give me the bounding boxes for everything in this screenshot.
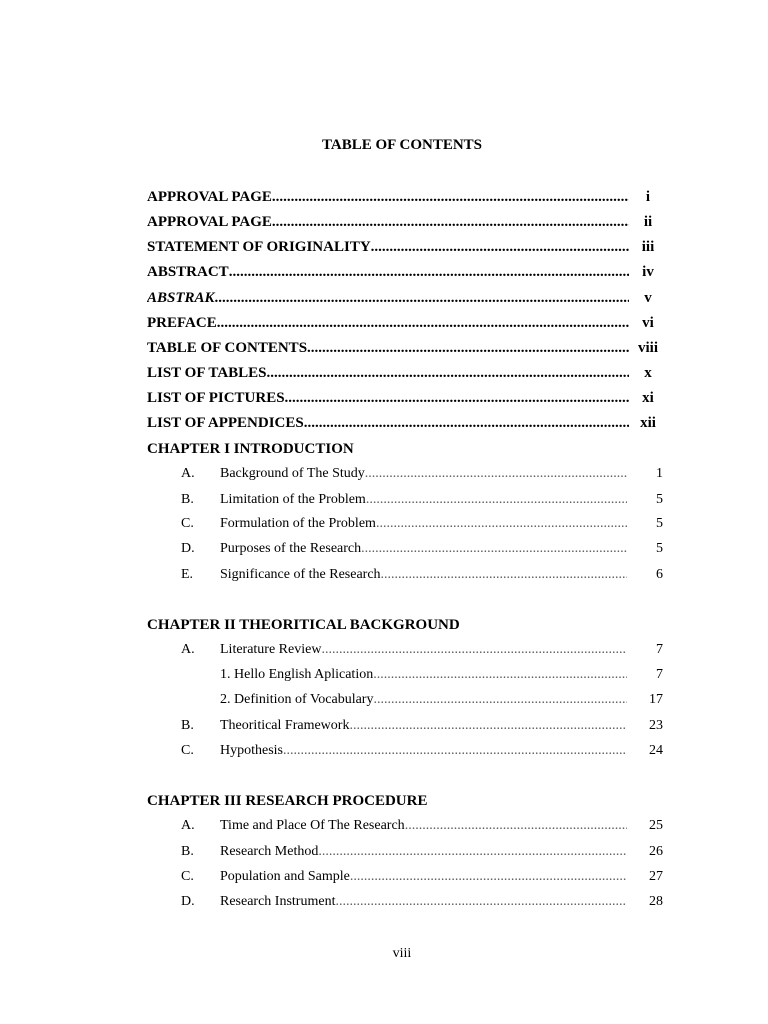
dot-leader	[365, 464, 627, 484]
toc-entry-label: LIST OF APPENDICES	[147, 415, 304, 431]
toc-entry-page: vi	[642, 315, 654, 331]
toc-subentry-page: 7	[656, 642, 663, 657]
page-number: viii	[392, 946, 412, 961]
dot-leader	[361, 539, 627, 559]
toc-entry-label: TABLE OF CONTENTS	[147, 340, 308, 356]
toc-entry-page: viii	[637, 340, 658, 356]
toc-entry-label: ABSTRAK	[147, 290, 215, 306]
dot-leader	[349, 716, 627, 736]
page-title: TABLE OF CONTENTS	[321, 137, 483, 153]
toc-subentry-label: Purposes of the Research	[220, 541, 362, 556]
toc-subentry-letter: C.	[181, 743, 194, 758]
toc-subentry-letter: B.	[181, 492, 194, 507]
toc-subentry	[181, 741, 663, 761]
dot-leader	[229, 262, 629, 282]
toc-subentry-letter: A.	[181, 466, 195, 481]
toc-entry-page: i	[645, 189, 651, 205]
dot-leader	[304, 413, 629, 433]
toc-subentry-page: 5	[656, 492, 663, 507]
toc-subentry-letter: D.	[181, 541, 195, 556]
chapter-title: CHAPTER I INTRODUCTION	[147, 441, 354, 457]
dot-leader	[318, 842, 627, 862]
dot-leader	[371, 237, 629, 257]
dot-leader	[307, 338, 629, 358]
toc-entry-label: APPROVAL PAGE	[147, 189, 272, 205]
chapter-heading-3	[147, 791, 659, 811]
toc-entry-page: ii	[643, 214, 653, 230]
toc-subentry-label: Limitation of the Problem	[220, 492, 366, 507]
toc-entry-page: iv	[642, 264, 654, 280]
toc-subentry	[181, 892, 663, 912]
toc-entry-approval-page-2	[147, 212, 659, 232]
toc-entry-preface	[147, 313, 659, 333]
toc-subentry-label: Time and Place Of The Research	[220, 818, 405, 833]
toc-subentry-nested	[220, 690, 663, 710]
toc-subentry-page: 25	[649, 818, 663, 833]
toc-subentry-label: Hypothesis	[220, 743, 283, 758]
toc-subentry-page: 23	[649, 718, 663, 733]
toc-entry-statement-of-originality	[147, 237, 659, 257]
dot-leader	[376, 514, 627, 534]
toc-subentry-label: Research Instrument	[220, 894, 336, 909]
toc-subentry-page: 5	[656, 516, 663, 531]
toc-entry-label: STATEMENT OF ORIGINALITY	[147, 239, 371, 255]
dot-leader	[366, 490, 627, 510]
toc-subentry-label: Formulation of the Problem	[220, 516, 376, 531]
toc-subentry-label: Literature Review	[220, 642, 322, 657]
toc-subentry	[181, 640, 663, 660]
toc-subentry-page: 6	[656, 567, 663, 582]
dot-leader	[405, 816, 627, 836]
toc-subentry-page: 7	[656, 667, 663, 682]
toc-entry-list-of-pictures	[147, 388, 659, 408]
toc-subentry-letter: B.	[181, 718, 194, 733]
dot-leader	[283, 741, 627, 761]
toc-subentry-letter: A.	[181, 818, 195, 833]
toc-subentry-page: 17	[649, 692, 663, 707]
dot-leader	[321, 640, 627, 660]
toc-subentry	[181, 867, 663, 887]
dot-leader	[285, 388, 629, 408]
toc-entry-label: ABSTRACT	[147, 264, 229, 280]
toc-subentry-page: 24	[649, 743, 663, 758]
toc-subentry	[181, 464, 663, 484]
toc-subentry-letter: C.	[181, 869, 194, 884]
dot-leader	[373, 690, 627, 710]
dot-leader	[350, 867, 627, 887]
toc-entry-label: APPROVAL PAGE	[147, 214, 272, 230]
toc-entry-table-of-contents	[147, 338, 659, 358]
toc-entry-page: v	[644, 290, 652, 306]
toc-subentry-page: 5	[656, 541, 663, 556]
toc-entry-page: x	[644, 365, 652, 381]
toc-subentry-label: Theoritical Framework	[220, 718, 350, 733]
toc-entry-label: LIST OF TABLES	[147, 365, 267, 381]
dot-leader	[267, 363, 629, 383]
toc-subentry-page: 26	[649, 844, 663, 859]
toc-subentry-label: 1. Hello English Aplication	[220, 667, 374, 682]
chapter-heading-1	[147, 439, 659, 459]
dot-leader	[272, 212, 629, 232]
toc-subentry	[181, 514, 663, 534]
toc-subentry-nested	[220, 665, 663, 685]
toc-subentry	[181, 716, 663, 736]
toc-entry-page: iii	[641, 239, 655, 255]
chapter-title: CHAPTER II THEORITICAL BACKGROUND	[147, 617, 460, 633]
toc-entry-approval-page-1	[147, 187, 659, 207]
toc-subentry-page: 28	[649, 894, 663, 909]
toc-subentry	[181, 565, 663, 585]
toc-subentry	[181, 816, 663, 836]
toc-subentry-label: 2. Definition of Vocabulary	[220, 692, 374, 707]
dot-leader	[272, 187, 629, 207]
toc-entry-list-of-tables	[147, 363, 659, 383]
toc-entry-abstract	[147, 262, 659, 282]
toc-subentry-label: Research Method	[220, 844, 319, 859]
toc-subentry-letter: B.	[181, 844, 194, 859]
toc-subentry-letter: E.	[181, 567, 194, 582]
toc-subentry	[181, 539, 663, 559]
toc-subentry-letter: D.	[181, 894, 195, 909]
toc-subentry-letter: A.	[181, 642, 195, 657]
toc-subentry-label: Population and Sample	[220, 869, 350, 884]
chapter-title: CHAPTER III RESEARCH PROCEDURE	[147, 793, 428, 809]
toc-entry-label: PREFACE	[147, 315, 217, 331]
toc-entry-label: LIST OF PICTURES	[147, 390, 285, 406]
toc-subentry-letter: C.	[181, 516, 194, 531]
toc-entry-page: xi	[642, 390, 654, 406]
toc-subentry-label: Background of The Study	[220, 466, 365, 481]
toc-subentry-page: 27	[649, 869, 663, 884]
toc-subentry-label: Significance of the Research	[220, 567, 381, 582]
toc-subentry	[181, 490, 663, 510]
dot-leader	[381, 565, 627, 585]
dot-leader	[217, 313, 629, 333]
dot-leader	[335, 892, 627, 912]
toc-subentry-page: 1	[656, 466, 663, 481]
toc-entry-list-of-appendices	[147, 413, 659, 433]
chapter-heading-2	[147, 615, 659, 635]
toc-subentry	[181, 842, 663, 862]
dot-leader	[373, 665, 627, 685]
toc-entry-page: xii	[640, 415, 656, 431]
toc-entry-abstrak	[147, 288, 659, 308]
dot-leader	[215, 288, 629, 308]
